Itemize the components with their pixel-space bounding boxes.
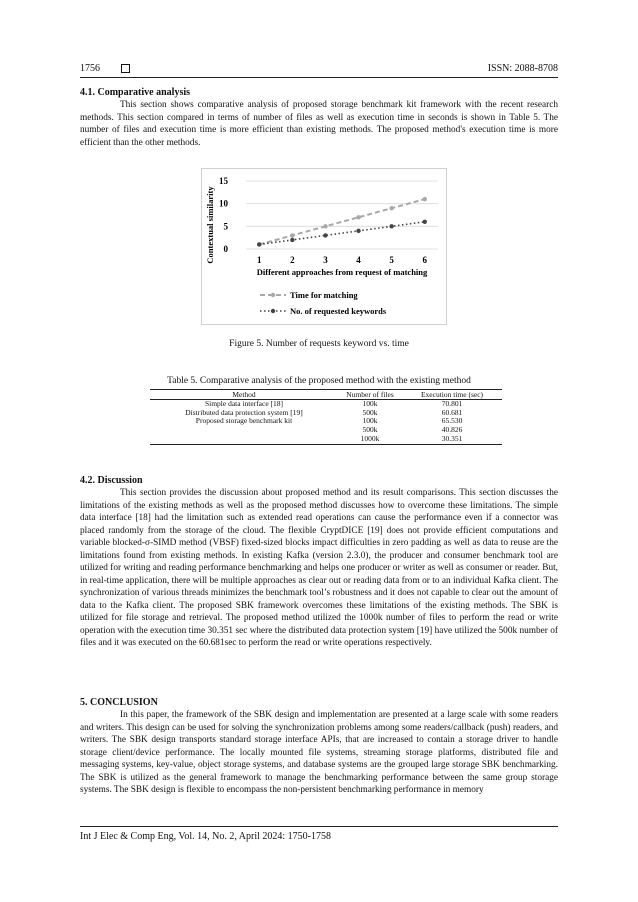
- x-tick-label: 2: [290, 255, 295, 265]
- x-tick-label: 6: [422, 255, 428, 265]
- issn: ISSN: 2088-8708: [487, 63, 558, 74]
- y-tick-label: 15: [219, 176, 228, 186]
- data-point: [356, 215, 360, 219]
- table-cell: 30.351: [402, 435, 502, 444]
- table-cell: 500k: [362, 425, 378, 435]
- x-tick-label: 5: [389, 255, 394, 265]
- table-cell: 100k: [362, 399, 378, 408]
- table-cell: Proposed storage benchmark kit: [195, 416, 293, 426]
- conclusion-paragraph: In this paper, the framework of the SBK design and implementation are presented at a large scale with some readers and writers. This design can be used for solving the synchronization problems among some readers/callback (push) readers, and writers. The SBK design transports standard storage interface APIs, that are increased to contain a storage driver to handle storage client/device performance. The locally mounted file systems, streaming storage platforms, distributed file and messaging systems, key-value, object storage systems, and database systems are the grouped large storage SBK benchmarking. The SBK is utilized as the general framework to manage the benchmarking performance between the same group storage systems. The SBK design is flexible to encompass the non-persistent benchmarking performance in memory: [80, 710, 558, 795]
- x-tick-label: 3: [323, 255, 328, 265]
- legend-label: Time for matching: [290, 290, 358, 300]
- table-cell: [150, 426, 338, 435]
- table-cell: Distributed data protection system [19]: [185, 407, 303, 417]
- table-cell: 65.530: [441, 416, 463, 426]
- table-cell: Simple data interface [18]: [204, 399, 284, 408]
- series-line: [259, 222, 425, 245]
- line-chart: [202, 169, 446, 324]
- discussion-paragraph: This section provides the discussion about proposed method and its result comparisons. This section discusses the limitations of the existing methods as well as the proposed method discusses how to overcome these limitations. The simple data interface [18] had the limitation such as extended read operations can cause the performance even if a connector was placed randomly from the storage of the cloud. The flexible CryptDICE [19] does not provide efficient computations and variable blocked-σ-SIMD method (VBSF) fixed-sized blocks impact difficulties in zero padding as well as data to reuse are the limitations found from existing methods. In existing Kafka (version 2.3.0), the producer and consumer benchmark tool are utilized for writing and reading performance benchmarking and helps one producer or writer as well as consumer or reader. But, in real-time application, there will be multiple approaches as clear out or reading data from or to an individual Kafka client. The synchronization of various threads minimizes the benchmark tool’s robustness and it does not capable to clear out the amount of data to the Kafka client. The proposed SBK framework overcomes these limitations of the existing methods. The SBK is utilized for file storage and retrieval. The proposed method utilized the 1000k number of files to perform the read or write operation with the execution time 30.351 sec where the distributed data protection system [19] have utilized the 500k number of files and it was executed on the 60.681sec to perform the read or write operations respectively.: [80, 488, 558, 648]
- data-point: [290, 238, 294, 242]
- legend-label: No. of requested keywords: [290, 306, 387, 316]
- comparison-table: [150, 389, 502, 445]
- column-header-method: Method: [150, 390, 338, 400]
- page-footer: [80, 826, 558, 842]
- section-title-comparative-analysis: 4.1. Comparative analysis: [80, 87, 190, 98]
- table-header-row: [150, 390, 502, 400]
- journal-citation: Int J Elec & Comp Eng, Vol. 14, No. 2, April 2024: 1750-1758: [80, 831, 332, 842]
- table-caption: Table 5. Comparative analysis of the proposed method with the existing method: [167, 376, 471, 386]
- table-cell: 40.826: [441, 425, 463, 435]
- data-point: [423, 197, 427, 201]
- legend-marker: [271, 293, 275, 297]
- page-number: 1756: [80, 63, 100, 74]
- table-cell: 60.681: [441, 407, 463, 417]
- section-title-discussion: 4.2. Discussion: [80, 475, 143, 486]
- page-header: [80, 63, 558, 78]
- column-header-number-of-files: Number of files: [338, 390, 402, 400]
- section-title-conclusion: 5. CONCLUSION: [80, 697, 158, 708]
- x-axis-label: Different approaches from request of matching: [256, 267, 428, 277]
- table-cell: [150, 435, 338, 444]
- y-tick-label: 0: [223, 244, 228, 254]
- comparative-analysis-paragraph: This section shows comparative analysis of proposed storage benchmark kit framework with the recent research methods. This section compared in terms of number of files as well as execution time in seconds is shown in Table 5. The number of files and execution time is more efficient than existing methods. The proposed method's execution time is more efficient than the other methods.: [80, 100, 558, 148]
- table-row: [150, 435, 502, 444]
- table-cell: 1000k: [338, 435, 402, 444]
- x-tick-label: 1: [256, 255, 262, 265]
- table-cell: 100k: [362, 416, 378, 426]
- y-axis-label: Contextual similarity: [205, 186, 215, 264]
- figure-5: [201, 168, 447, 325]
- square-icon: [121, 64, 130, 73]
- data-point: [389, 206, 393, 210]
- data-point: [423, 220, 427, 224]
- legend-marker: [271, 309, 275, 313]
- data-point: [323, 233, 327, 237]
- column-header-execution-time: Execution time (sec): [402, 390, 502, 400]
- table-cell: 70.801: [441, 399, 463, 408]
- table-cell: 500k: [362, 407, 378, 417]
- data-point: [290, 233, 294, 237]
- x-tick-label: 4: [356, 255, 361, 265]
- data-point: [323, 224, 327, 228]
- series-line: [259, 199, 425, 244]
- data-point: [356, 229, 360, 233]
- data-point: [389, 224, 393, 228]
- y-tick-label: 10: [219, 198, 228, 209]
- data-point: [257, 242, 261, 246]
- figure-caption: Figure 5. Number of requests keyword vs. time: [229, 339, 409, 349]
- y-tick-label: 5: [223, 221, 228, 232]
